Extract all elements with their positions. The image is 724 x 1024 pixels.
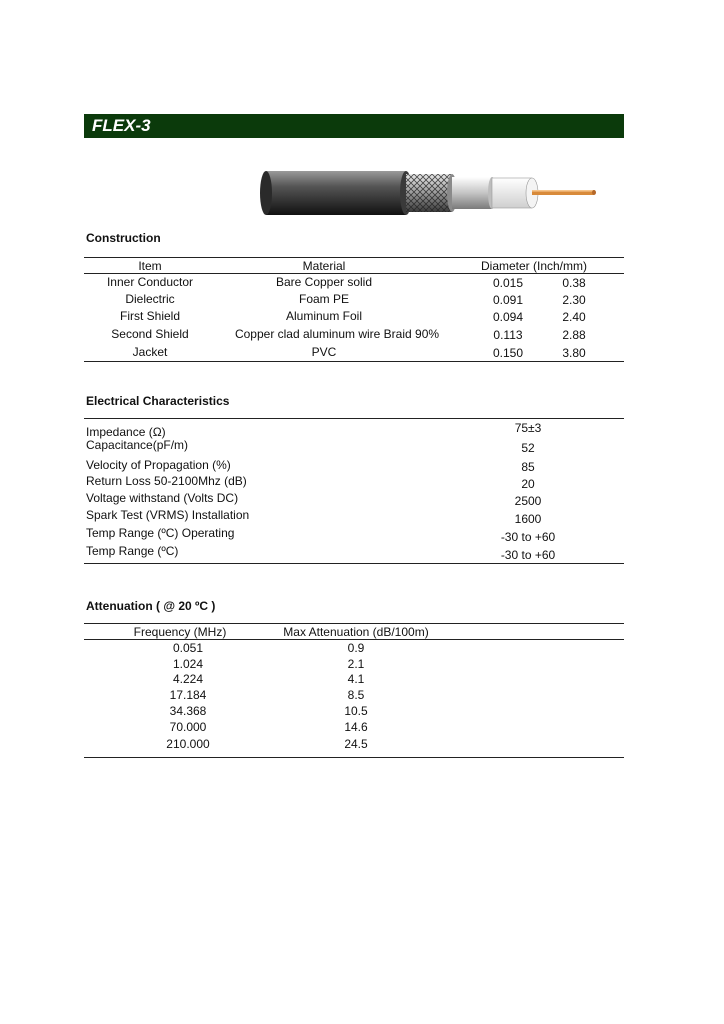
construction-header-material: Material [302, 259, 346, 273]
construction-inch: 0.113 [493, 328, 523, 342]
construction-item: Dielectric [125, 292, 175, 306]
attenuation-frequency: 34.368 [169, 704, 207, 718]
cable-illustration [258, 168, 603, 218]
electrical-label: Velocity of Propagation (%) [86, 458, 231, 472]
attenuation-frequency: 0.051 [172, 641, 204, 655]
construction-mm: 2.30 [562, 293, 586, 307]
attenuation-max: 24.5 [344, 737, 368, 751]
construction-title: Construction [86, 231, 161, 245]
construction-inch: 0.094 [492, 310, 524, 324]
electrical-label: Return Loss 50-2100Mhz (dB) [86, 474, 247, 488]
attenuation-top-rule [84, 623, 624, 624]
construction-item: Jacket [132, 345, 168, 359]
construction-material: Bare Copper solid [275, 275, 373, 289]
electrical-value: 2500 [514, 494, 542, 508]
construction-item: Inner Conductor [106, 275, 194, 289]
attenuation-header-frequency: Frequency (MHz) [133, 625, 227, 639]
construction-inch: 0.015 [492, 276, 524, 290]
construction-header-diameter: Diameter (Inch/mm) [480, 259, 587, 273]
construction-top-rule [84, 257, 624, 258]
electrical-top-rule [84, 418, 624, 419]
attenuation-header-max: Max Attenuation (dB/100m) [283, 625, 429, 639]
electrical-value: -30 to +60 [500, 530, 556, 544]
electrical-title: Electrical Characteristics [86, 394, 230, 408]
conductor-layer [532, 190, 596, 195]
electrical-value: -30 to +60 [500, 548, 556, 562]
attenuation-max: 8.5 [347, 688, 365, 702]
electrical-value: 85 [521, 460, 535, 474]
construction-mm: 3.80 [562, 346, 586, 360]
jacket-layer [260, 171, 412, 215]
construction-bottom-rule [84, 361, 624, 362]
electrical-value: 1600 [514, 512, 542, 526]
construction-mm: 0.38 [562, 276, 586, 290]
attenuation-frequency: 210.000 [166, 737, 210, 751]
construction-header-rule [84, 273, 624, 274]
attenuation-max: 2.1 [347, 657, 365, 671]
construction-item: Second Shield [111, 327, 189, 341]
electrical-bottom-rule [84, 563, 624, 564]
title-bar [84, 114, 624, 138]
electrical-label: Temp Range (ºC) Operating [86, 526, 235, 540]
attenuation-max: 10.5 [344, 704, 368, 718]
construction-mm: 2.40 [562, 310, 586, 324]
construction-inch: 0.150 [492, 346, 524, 360]
attenuation-frequency: 70.000 [169, 720, 207, 734]
electrical-label: Voltage withstand (Volts DC) [86, 491, 239, 505]
attenuation-max: 4.1 [347, 672, 365, 686]
electrical-label: Spark Test (VRMS) Installation [86, 508, 250, 522]
attenuation-header-rule [84, 639, 624, 640]
construction-inch: 0.091 [492, 293, 524, 307]
electrical-value: 52 [521, 441, 535, 455]
construction-material: Aluminum Foil [285, 309, 363, 323]
attenuation-max: 0.9 [347, 641, 365, 655]
attenuation-bottom-rule [84, 757, 624, 758]
attenuation-max: 14.6 [344, 720, 368, 734]
attenuation-frequency: 1.024 [172, 657, 204, 671]
construction-item: First Shield [119, 309, 181, 323]
attenuation-frequency: 17.184 [169, 688, 207, 702]
attenuation-title: Attenuation ( @ 20 ºC ) [86, 599, 216, 613]
electrical-label: Temp Range (ºC) [86, 544, 179, 558]
dielectric-layer [492, 178, 538, 208]
foil-layer [452, 177, 496, 209]
attenuation-frequency: 4.224 [172, 672, 204, 686]
construction-material: Copper clad aluminum wire Braid 90% [234, 327, 440, 341]
electrical-value: 20 [521, 477, 535, 491]
construction-material: Foam PE [298, 292, 349, 306]
construction-mm: 2.88 [562, 328, 586, 342]
electrical-value: 75±3 [514, 421, 542, 435]
construction-header-item: Item [138, 259, 162, 273]
electrical-label: Capacitance(pF/m) [86, 438, 189, 452]
electrical-label: Impedance (Ω) [86, 425, 166, 439]
braid-layer [406, 174, 457, 212]
construction-material: PVC [311, 345, 337, 359]
page-title: FLEX-3 [92, 116, 151, 135]
